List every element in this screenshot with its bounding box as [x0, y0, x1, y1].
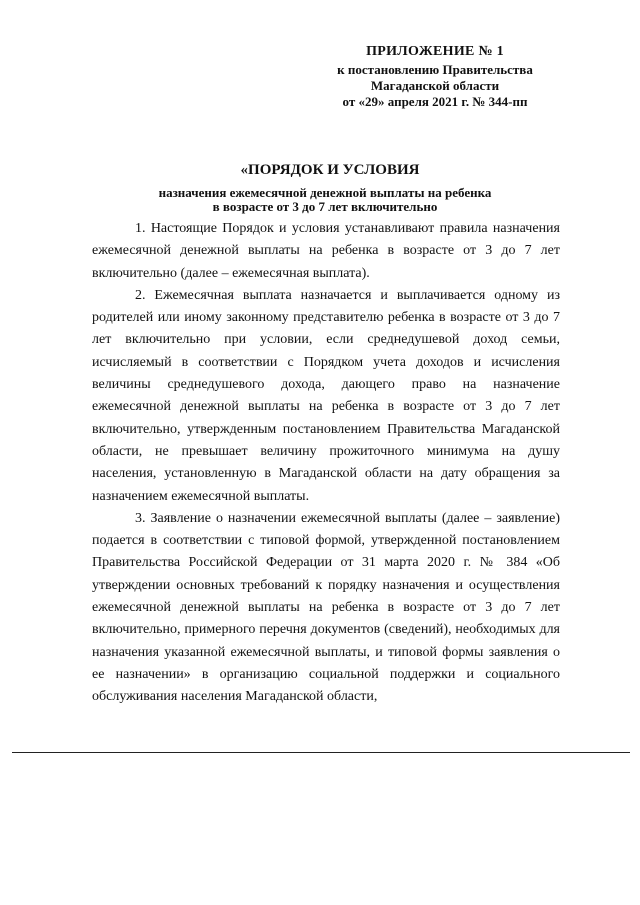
document-title [90, 160, 560, 214]
title-main: «ПОРЯДОК И УСЛОВИЯ [240, 162, 420, 178]
appendix-reference-line-3: от «29» апреля 2021 г. № 344-пп [342, 94, 528, 109]
page-break-line [12, 752, 630, 753]
appendix-reference-line-1: к постановлению Правительства [337, 62, 533, 77]
appendix-header [300, 44, 570, 110]
appendix-title: ПРИЛОЖЕНИЕ № 1 [366, 44, 504, 59]
paragraph-3: 3. Заявление о назначении ежемесячной выплаты (далее – заявление) подается в соответствии с типовой формой, утвержденной постановлением Правительства Российской Федерации от 31 марта 2020 г. № 384 «Об утверждении основных требований к порядку назначения и осуществления ежемесячной денежной выплаты на ребенка в возрасте от 3 до 7 лет включительно, примерного перечня документов (сведений), необходимых для назначения указанной ежемесячной выплаты, и типовой формы заявления о ее назначении» в организацию социальной поддержки и социального обслуживания населения Магаданской области, [92, 510, 560, 705]
appendix-reference-line-2: Магаданской области [370, 78, 500, 93]
paragraph-1: 1. Настоящие Порядок и условия устанавливают правила назначения ежемесячной денежной выплаты на ребенка в возрасте от 3 до 7 лет включительно (далее – ежемесячная выплата). [92, 221, 560, 281]
title-sub-line-2: в возрасте от 3 до 7 лет включительно [212, 199, 438, 214]
document-body [92, 218, 560, 709]
title-sub-line-1: назначения ежемесячной денежной выплаты на ребенка [158, 185, 492, 200]
paragraph-2: 2. Ежемесячная выплата назначается и выплачивается одному из родителей или иному законному представителю ребенка в возрасте от 3 до 7 лет включительно при условии, если среднедушевой доход семьи, исчисляемый в соответствии с Порядком учета доходов и исчисления величины среднедушевого дохода, дающего право на назначение ежемесячной денежной выплаты на ребенка в возрасте от 3 до 7 лет включительно, утвержденным постановлением Правительства Магаданской области, не превышает величину прожиточного минимума на душу населения, установленную в Магаданской области на дату обращения за назначением ежемесячной выплаты. [92, 287, 560, 504]
